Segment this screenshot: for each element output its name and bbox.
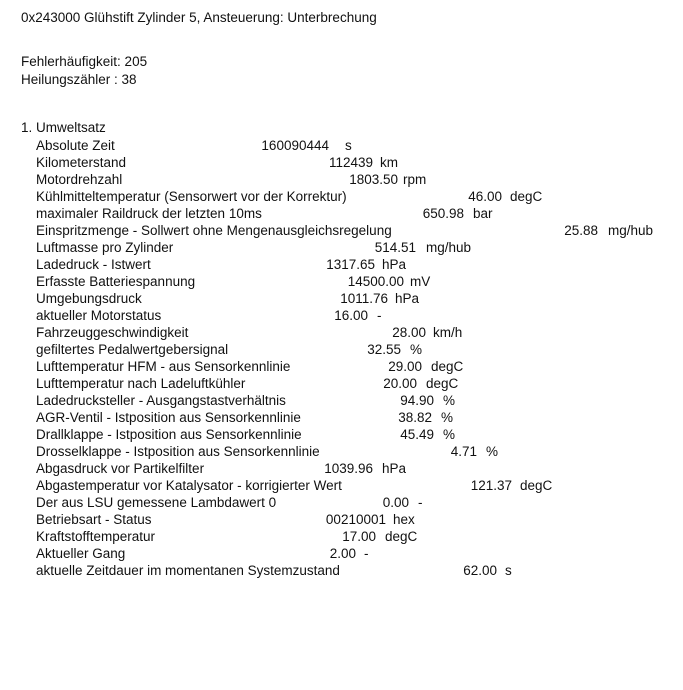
row-label: Umgebungsdruck xyxy=(36,291,142,306)
row-value: 112439 xyxy=(328,155,373,170)
row-value: 16.00 xyxy=(334,308,368,323)
row-unit: - xyxy=(418,495,423,510)
row-value: 62.00 xyxy=(463,563,497,578)
row-value: 20.00 xyxy=(383,376,417,391)
row-label: Kühlmitteltemperatur (Sensorwert vor der Korrektur) xyxy=(36,189,347,204)
row-unit: - xyxy=(364,546,369,561)
row-unit: hPa xyxy=(382,461,407,476)
row-value: 650.98 xyxy=(422,206,464,221)
error-frequency: Fehlerhäufigkeit: 205 xyxy=(21,54,148,69)
row-label: Einspritzmenge - Sollwert ohne Mengenausgleichsregelung xyxy=(36,223,392,238)
row-value: 121.37 xyxy=(470,478,512,493)
row-unit: mg/hub xyxy=(608,223,654,238)
row-unit: mV xyxy=(410,274,431,289)
row-label: Aktueller Gang xyxy=(36,546,126,561)
healing-counter: Heilungszähler : 38 xyxy=(21,72,137,87)
row-unit: degC xyxy=(431,359,464,374)
row-unit: % xyxy=(443,393,456,408)
row-label: AGR-Ventil - Istposition aus Sensorkennlinie xyxy=(36,410,301,425)
row-unit: rpm xyxy=(403,172,427,187)
row-label: Fahrzeuggeschwindigkeit xyxy=(36,325,189,340)
row-label: Betriebsart - Status xyxy=(36,512,152,527)
row-label: Luftmasse pro Zylinder xyxy=(36,240,174,255)
row-unit: km/h xyxy=(433,325,463,340)
row-unit: % xyxy=(443,427,456,442)
row-unit: % xyxy=(410,342,423,357)
row-label: Drosselklappe - Istposition aus Sensorkennlinie xyxy=(36,444,320,459)
row-unit: degC xyxy=(385,529,418,544)
row-label: Der aus LSU gemessene Lambdawert 0 xyxy=(36,495,277,510)
row-value: 1317.65 xyxy=(326,257,375,272)
row-label: maximaler Raildruck der letzten 10ms xyxy=(36,206,262,221)
row-value: 94.90 xyxy=(400,393,434,408)
row-unit: degC xyxy=(426,376,459,391)
row-label: Ladedrucksteller - Ausgangstastverhältnis xyxy=(36,393,286,408)
row-label: gefiltertes Pedalwertgebersignal xyxy=(36,342,229,357)
row-label: Abgasdruck vor Partikelfilter xyxy=(36,461,205,476)
row-label: Abgastemperatur vor Katalysator - korrigierter Wert xyxy=(36,478,342,493)
environment-record-heading: 1. Umweltsatz xyxy=(21,120,106,135)
row-value: 38.82 xyxy=(398,410,432,425)
row-value: 29.00 xyxy=(388,359,422,374)
row-unit: s xyxy=(505,563,512,578)
row-value: 0.00 xyxy=(382,495,409,510)
row-label: Erfasste Batteriespannung xyxy=(36,274,196,289)
row-label: Motordrehzahl xyxy=(36,172,123,187)
row-label: Ladedruck - Istwert xyxy=(36,257,151,272)
row-unit: - xyxy=(377,308,382,323)
row-value: 1039.96 xyxy=(324,461,373,476)
row-value: 2.00 xyxy=(329,546,356,561)
row-label: Drallklappe - Istposition aus Sensorkennlinie xyxy=(36,427,302,442)
row-label: aktuelle Zeitdauer im momentanen Systemzustand xyxy=(36,563,340,578)
row-value: 1011.76 xyxy=(340,291,388,306)
row-label: Absolute Zeit xyxy=(36,138,115,153)
row-label: Kraftstofftemperatur xyxy=(36,529,156,544)
row-value: 514.51 xyxy=(374,240,416,255)
row-label: Kilometerstand xyxy=(36,155,127,170)
row-unit: hex xyxy=(393,512,415,527)
row-value: 00210001 xyxy=(325,512,386,527)
row-unit: s xyxy=(345,138,352,153)
row-label: Lufttemperatur HFM - aus Sensorkennlinie xyxy=(36,359,291,374)
row-unit: km xyxy=(380,155,398,170)
row-unit: degC xyxy=(510,189,543,204)
row-unit: mg/hub xyxy=(426,240,472,255)
row-value: 4.71 xyxy=(450,444,477,459)
row-label: Lufttemperatur nach Ladeluftkühler xyxy=(36,376,246,391)
row-unit: hPa xyxy=(382,257,407,272)
fault-title: 0x243000 Glühstift Zylinder 5, Ansteuerung: Unterbrechung xyxy=(21,10,377,25)
row-value: 45.49 xyxy=(400,427,434,442)
row-value: 17.00 xyxy=(342,529,376,544)
row-label: aktueller Motorstatus xyxy=(36,308,162,323)
row-unit: % xyxy=(441,410,454,425)
row-value: 28.00 xyxy=(392,325,426,340)
row-value: 14500.00 xyxy=(347,274,404,289)
row-value: 160090444 xyxy=(261,138,329,153)
row-value: 46.00 xyxy=(468,189,502,204)
row-unit: degC xyxy=(520,478,553,493)
row-unit: % xyxy=(486,444,499,459)
row-value: 25.88 xyxy=(564,223,598,238)
row-unit: hPa xyxy=(395,291,420,306)
row-value: 32.55 xyxy=(367,342,401,357)
row-value: 1803.50 xyxy=(349,172,398,187)
row-unit: bar xyxy=(473,206,493,221)
